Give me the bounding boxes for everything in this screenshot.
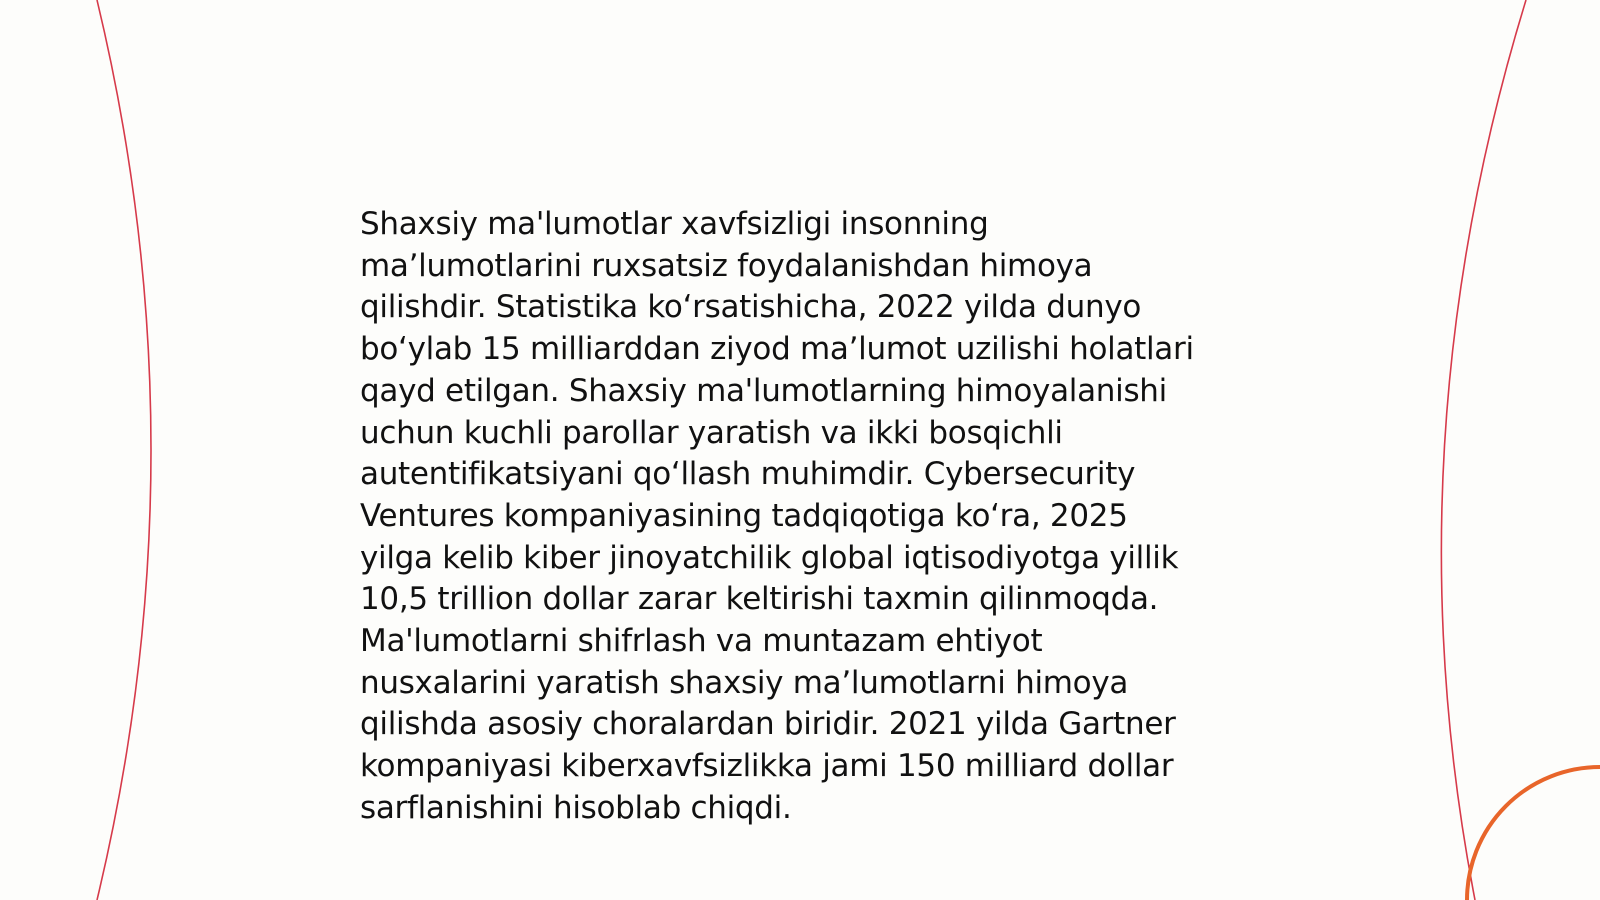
paragraph-line: qilishdir. Statistika ko‘rsatishicha, 2022 yilda dunyo [360, 289, 1142, 326]
paragraph-line: ma’lumotlarini ruxsatsiz foydalanishdan himoya [360, 247, 1093, 284]
paragraph-line: qayd etilgan. Shaxsiy ma'lumotlarning himoyalanishi [360, 372, 1167, 409]
paragraph-line: qilishda asosiy choralardan biridir. 2021 yilda Gartner [360, 706, 1176, 743]
body-paragraph [360, 204, 1260, 830]
paragraph-line: autentifikatsiyani qo‘llash muhimdir. Cybersecurity [360, 456, 1136, 493]
paragraph-line: sarflanishini hisoblab chiqdi. [360, 789, 792, 826]
paragraph-line: bo‘ylab 15 milliarddan ziyod ma’lumot uzilishi holatlari [360, 331, 1194, 368]
left-curve-decoration [97, 0, 151, 900]
paragraph-line: nusxalarini yaratish shaxsiy ma’lumotlarni himoya [360, 664, 1129, 701]
right-curve-decoration [1441, 0, 1526, 900]
paragraph-line: Shaxsiy ma'lumotlar xavfsizligi insonning [360, 206, 989, 242]
paragraph-line: Ventures kompaniyasining tadqiqotiga ko‘ra, 2025 [360, 497, 1128, 534]
paragraph-line: yilga kelib kiber jinoyatchilik global iqtisodiyotga yillik [360, 539, 1179, 576]
paragraph-line: kompaniyasi kiberxavfsizlikka jami 150 milliard dollar [360, 748, 1174, 785]
paragraph-line: Ma'lumotlarni shifrlash va muntazam ehtiyot [360, 623, 1043, 660]
paragraph-line: uchun kuchli parollar yaratish va ikki bosqichli [360, 414, 1063, 451]
paragraph-line: 10,5 trillion dollar zarar keltirishi taxmin qilinmoqda. [360, 581, 1159, 618]
orange-circle-decoration [1467, 767, 1600, 900]
